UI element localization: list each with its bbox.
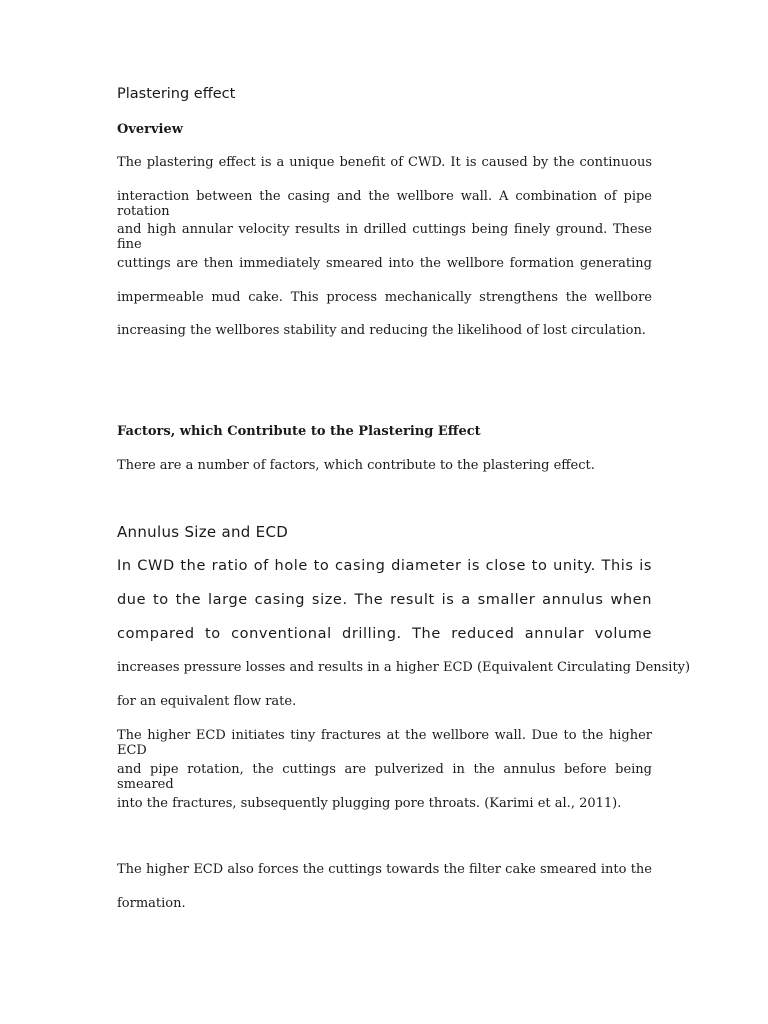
annulus-line-1: In CWD the ratio of hole to casing diameter is close to unity. This is bbox=[117, 558, 652, 574]
final-line-2: formation. bbox=[117, 896, 186, 911]
final-line-1: The higher ECD also forces the cuttings towards the filter cake smeared into the bbox=[117, 862, 652, 877]
document-title: Plastering effect bbox=[117, 86, 236, 102]
overview-line-2: interaction between the casing and the wellbore wall. A combination of pipe rotation bbox=[117, 189, 652, 219]
factors-intro: There are a number of factors, which contribute to the plastering effect. bbox=[117, 458, 595, 473]
overview-heading: Overview bbox=[117, 122, 183, 137]
annulus-line-5: for an equivalent flow rate. bbox=[117, 694, 297, 709]
ecd-line-1: The higher ECD initiates tiny fractures at the wellbore wall. Due to the higher ECD bbox=[117, 728, 652, 758]
overview-line-3: and high annular velocity results in drilled cuttings being finely ground. These fine bbox=[117, 222, 652, 252]
ecd-line-2: and pipe rotation, the cuttings are pulverized in the annulus before being smeared bbox=[117, 762, 652, 792]
annulus-line-3: compared to conventional drilling. The reduced annular volume bbox=[117, 626, 652, 642]
annulus-line-2: due to the large casing size. The result is a smaller annulus when bbox=[117, 592, 652, 608]
annulus-heading: Annulus Size and ECD bbox=[117, 523, 289, 541]
factors-heading: Factors, which Contribute to the Plastering Effect bbox=[117, 424, 481, 439]
overview-line-4: cuttings are then immediately smeared into the wellbore formation generating bbox=[117, 256, 652, 271]
ecd-line-3: into the fractures, subsequently plugging pore throats. (Karimi et al., 2011). bbox=[117, 796, 622, 811]
overview-line-1: The plastering effect is a unique benefit of CWD. It is caused by the continuous bbox=[117, 155, 652, 170]
overview-line-6: increasing the wellbores stability and reducing the likelihood of lost circulation. bbox=[117, 323, 646, 338]
annulus-line-4: increases pressure losses and results in a higher ECD (Equivalent Circulating Density) bbox=[117, 660, 691, 675]
overview-line-5: impermeable mud cake. This process mechanically strengthens the wellbore bbox=[117, 290, 652, 305]
